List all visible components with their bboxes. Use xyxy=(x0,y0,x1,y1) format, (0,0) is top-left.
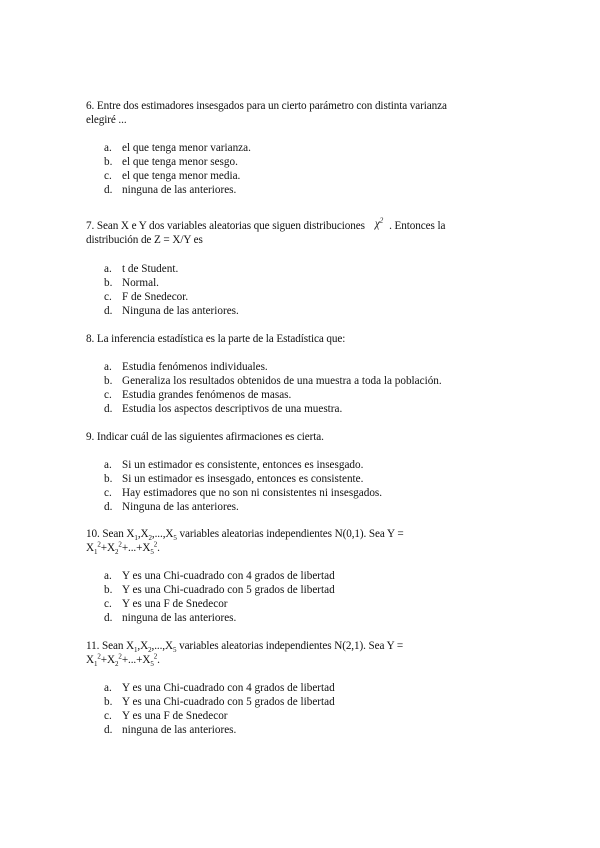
question-8-stem xyxy=(86,332,516,346)
option-letter: c. xyxy=(104,487,112,499)
option-text: Y es una F de Snedecor xyxy=(122,710,228,722)
question-10-option-d xyxy=(104,611,236,625)
chi-square-symbol xyxy=(375,218,383,230)
chi-exponent: 2 xyxy=(379,216,384,225)
option-letter: a. xyxy=(104,263,112,275)
question-6-option-a xyxy=(104,141,251,155)
question-7-stem xyxy=(86,216,526,247)
option-letter: b. xyxy=(104,375,113,387)
question-10-stem-suffix: variables aleatorias independientes N(0,1). Sea Y = xyxy=(179,528,404,540)
option-text: Ninguna de las anteriores. xyxy=(122,501,239,513)
question-10-formula: $X_1^2+X_2^2+...+X_5^2$. xyxy=(86,540,160,557)
question-7-stem-part-a: 7. Sean X e Y dos variables aleatorias que siguen distribuciones xyxy=(86,220,365,232)
question-6-option-b xyxy=(104,155,238,169)
question-8-option-d xyxy=(104,402,342,416)
option-letter: d. xyxy=(104,184,113,196)
option-letter: b. xyxy=(104,277,113,289)
option-text: el que tenga menor media. xyxy=(122,170,241,182)
option-text: Generaliza los resultados obtenidos de una muestra a toda la población. xyxy=(122,375,442,387)
option-letter: b. xyxy=(104,156,113,168)
question-6-option-c xyxy=(104,169,240,183)
question-11-formula: $X_1^2+X_2^2+...+X_5^2$. xyxy=(86,652,160,669)
option-text: Normal. xyxy=(122,277,159,289)
question-9-stem xyxy=(86,430,516,444)
option-letter: d. xyxy=(104,612,113,624)
question-11-stem-prefix: 11. Sean X xyxy=(86,640,134,652)
option-text: t de Student. xyxy=(122,263,179,275)
option-text: el que tenga menor sesgo. xyxy=(122,156,238,168)
option-text: Estudia grandes fenómenos de masas. xyxy=(122,389,292,401)
option-letter: a. xyxy=(104,142,112,154)
question-7-option-c xyxy=(104,290,188,304)
option-text: F de Snedecor. xyxy=(122,291,189,303)
question-9-option-d xyxy=(104,500,239,514)
question-6-stem xyxy=(86,99,516,127)
question-9-option-c xyxy=(104,486,382,500)
question-8-option-b xyxy=(104,374,442,388)
option-text: Estudia los aspectos descriptivos de una muestra. xyxy=(122,403,343,415)
question-6-stem-line1: 6. Entre dos estimadores insesgados para un cierto parámetro con distinta varianza xyxy=(86,100,447,112)
option-letter: d. xyxy=(104,403,113,415)
question-10-option-b xyxy=(104,583,335,597)
question-11-option-a xyxy=(104,681,335,695)
question-11-option-b xyxy=(104,695,335,709)
option-letter: c. xyxy=(104,598,112,610)
option-text: ninguna de las anteriores. xyxy=(122,724,237,736)
option-letter: b. xyxy=(104,584,113,596)
question-10-option-c xyxy=(104,597,228,611)
option-letter: b. xyxy=(104,473,113,485)
option-letter: d. xyxy=(104,305,113,317)
question-8-option-c xyxy=(104,388,291,402)
question-7-stem-part-b: . Entonces la xyxy=(389,220,446,232)
option-text: ninguna de las anteriores. xyxy=(122,184,237,196)
option-letter: c. xyxy=(104,710,112,722)
question-6-stem-line2: elegiré ... xyxy=(86,114,127,126)
option-letter: d. xyxy=(104,501,113,513)
question-9-option-b xyxy=(104,472,363,486)
option-letter: a. xyxy=(104,570,112,582)
option-text: Y es una Chi-cuadrado con 4 grados de libertad xyxy=(122,570,335,582)
option-text: Si un estimador es consistente, entonces es insesgado. xyxy=(122,459,364,471)
option-text: Hay estimadores que no son ni consistentes ni insesgados. xyxy=(122,487,383,499)
option-text: el que tenga menor varianza. xyxy=(122,142,251,154)
option-text: Y es una Chi-cuadrado con 5 grados de libertad xyxy=(122,696,335,708)
question-7-option-b xyxy=(104,276,159,290)
option-text: Si un estimador es insesgado, entonces es consistente. xyxy=(122,473,364,485)
option-letter: b. xyxy=(104,696,113,708)
option-letter: c. xyxy=(104,170,112,182)
question-10-option-a xyxy=(104,569,335,583)
question-6-option-d xyxy=(104,183,236,197)
chi-symbol: χ xyxy=(374,218,380,230)
question-11-stem-suffix: variables aleatorias independientes N(2,1). Sea Y = xyxy=(179,640,404,652)
option-letter: c. xyxy=(104,291,112,303)
question-11-stem: 11. Sean $X_1,X_2,...,X_5$ variables aleatorias independientes N(2,1). Sea Y = $X_1^2+X_2^2+...+X_5^2$. xyxy=(86,640,404,669)
question-9-stem-line1: 9. Indicar cuál de las siguientes afirmaciones es cierta. xyxy=(86,431,324,443)
option-letter: d. xyxy=(104,724,113,736)
question-7-option-d xyxy=(104,304,239,318)
option-letter: a. xyxy=(104,682,112,694)
option-text: ninguna de las anteriores. xyxy=(122,612,237,624)
option-text: Y es una Chi-cuadrado con 5 grados de libertad xyxy=(122,584,335,596)
option-letter: a. xyxy=(104,459,112,471)
question-10-stem-prefix: 10. Sean X xyxy=(86,528,135,540)
question-11-option-d xyxy=(104,723,236,737)
question-7-option-a xyxy=(104,262,178,276)
question-8-stem-line1: 8. La inferencia estadística es la parte de la Estadística que: xyxy=(86,333,346,345)
question-9-option-a xyxy=(104,458,363,472)
option-text: Y es una F de Snedecor xyxy=(122,598,228,610)
option-text: Y es una Chi-cuadrado con 4 grados de libertad xyxy=(122,682,335,694)
question-10-stem: 10. Sean $X_1,X_2,...,X_5$ variables aleatorias independientes N(0,1). Sea Y = $X_1^2+X_2^2+...+X_5^2$. xyxy=(86,528,404,557)
option-text: Estudia fenómenos individuales. xyxy=(122,361,268,373)
option-text: Ninguna de las anteriores. xyxy=(122,305,239,317)
option-letter: c. xyxy=(104,389,112,401)
question-11-option-c xyxy=(104,709,228,723)
option-letter: a. xyxy=(104,361,112,373)
question-7-stem-line2: distribución de Z = X/Y es xyxy=(86,234,203,246)
question-8-option-a xyxy=(104,360,268,374)
